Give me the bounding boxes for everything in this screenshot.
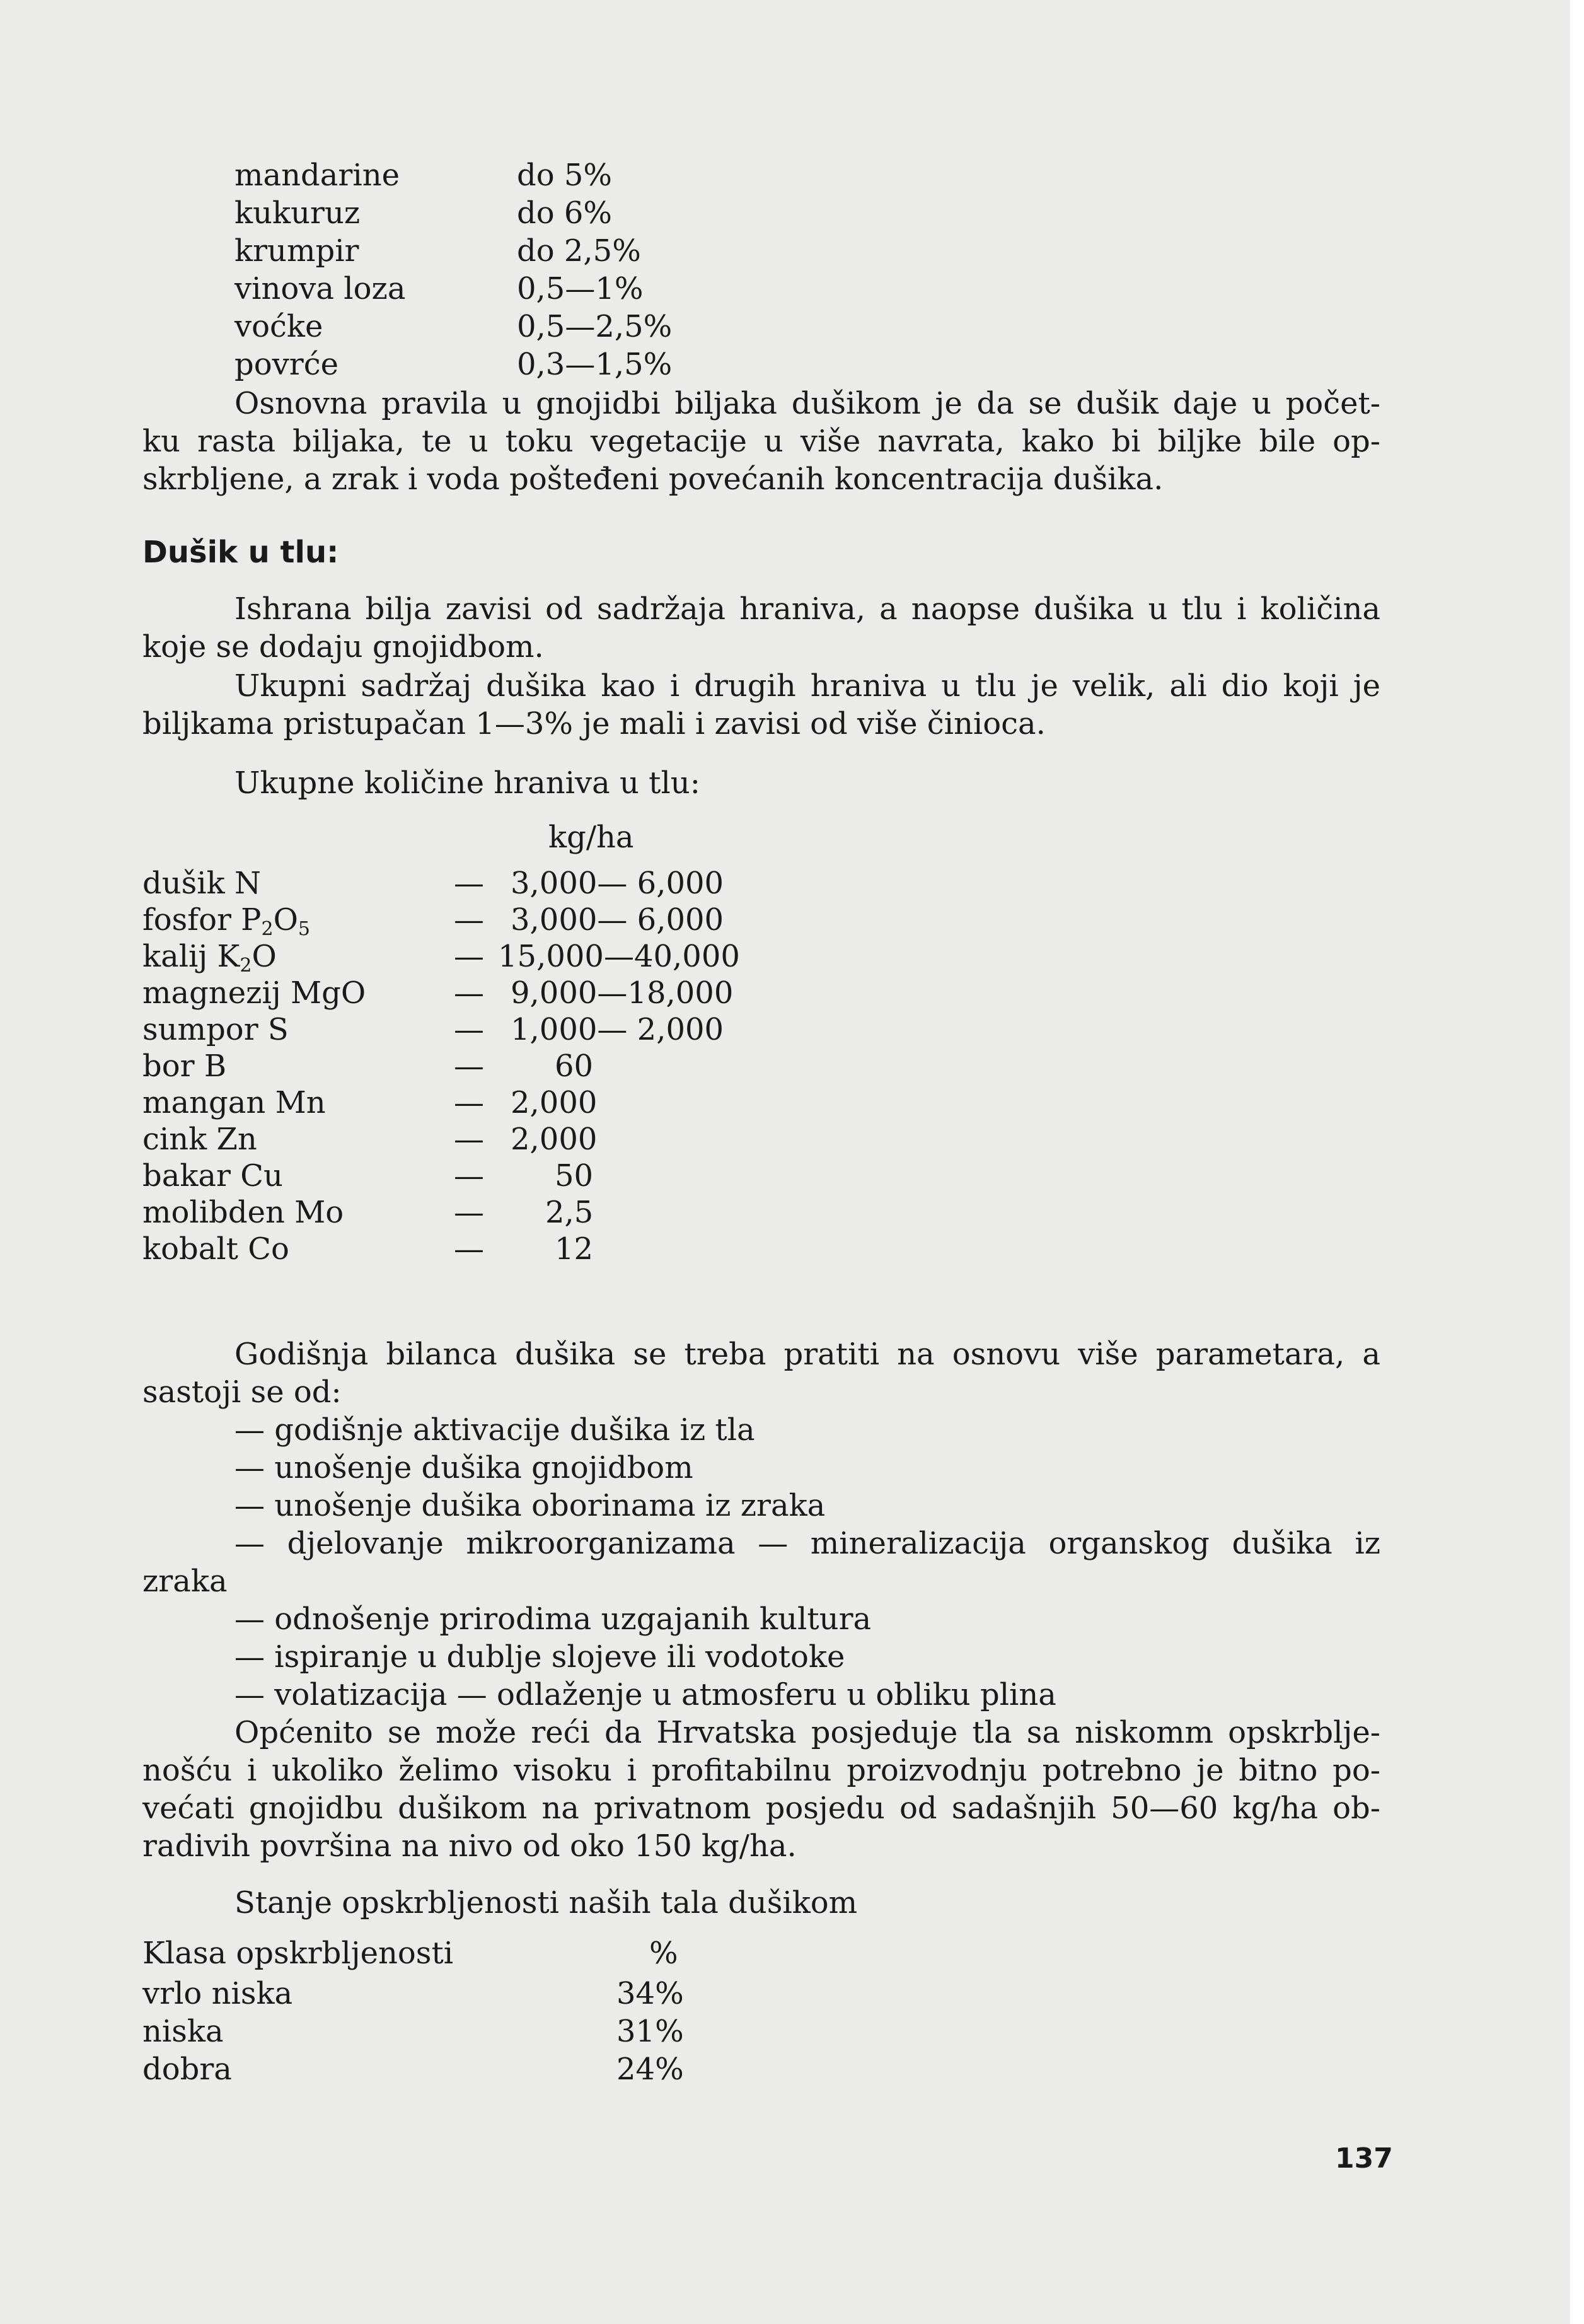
nutrient-dash: —	[454, 1231, 484, 1267]
nutrient-dash: —	[454, 975, 484, 1011]
list-item: — volatizacija — odlaženje u atmosferu u obliku plina	[234, 1677, 1056, 1712]
nutrient-value: 12	[555, 1231, 594, 1267]
list-item: — unošenje dušika oborinama iz zraka	[234, 1488, 826, 1523]
nutrients-unit: kg/ha	[548, 820, 634, 855]
crop-value: 0,3—1,5%	[517, 347, 673, 382]
nutrient-dash: —	[454, 902, 484, 938]
text-line: Ukupni sadržaj dušika kao i drugih hraniva u tlu je velik, ali dio koji je	[234, 668, 1380, 704]
nutrient-name: magnezij MgO	[142, 975, 366, 1011]
nutrient-name: fosfor $P_2O_5$	[142, 902, 311, 940]
crop-name: povrće	[234, 347, 338, 382]
nutrient-value: 60	[555, 1049, 594, 1084]
supply-class: niska	[142, 2014, 224, 2049]
nutrient-name: mangan Mn	[142, 1085, 326, 1120]
nutrient-name: kalij $K_2O$	[142, 939, 277, 977]
nutrient-value: 2,5	[545, 1195, 594, 1230]
list-item: — djelovanje mikroorganizama — mineralizacija organskog dušika iz	[234, 1526, 1380, 1561]
nutrient-value: 9,000—18,000	[511, 975, 734, 1011]
nutrient-name: cink Zn	[142, 1122, 257, 1157]
nutrient-name: bakar Cu	[142, 1158, 283, 1194]
text-line: sastoji se od:	[142, 1374, 342, 1410]
nutrient-dash: —	[454, 1122, 484, 1157]
list-item: — godišnje aktivacije dušika iz tla	[234, 1412, 755, 1448]
crop-value: 0,5—2,5%	[517, 309, 673, 344]
nutrient-dash: —	[454, 1049, 484, 1084]
nutrient-name: kobalt Co	[142, 1231, 289, 1267]
supply-value: 24%	[616, 2052, 684, 2087]
supply-title: Stanje opskrbljenosti naših tala dušikom	[234, 1885, 858, 1920]
crop-name: kukuruz	[234, 195, 361, 231]
crop-name: mandarine	[234, 158, 400, 193]
supply-header-unit: %	[649, 1936, 678, 1971]
crop-name: voćke	[234, 309, 323, 344]
list-item: — unošenje dušika gnojidbom	[234, 1450, 693, 1485]
nutrient-value: 3,000— 6,000	[511, 902, 724, 938]
crop-value: 0,5—1%	[517, 271, 644, 306]
nutrient-name: bor B	[142, 1049, 227, 1084]
nutrient-dash: —	[454, 1012, 484, 1047]
text-line: koje se dodaju gnojidbom.	[142, 629, 544, 665]
list-item: — odnošenje prirodima uzgajanih kultura	[234, 1601, 872, 1637]
text-line: ku rasta biljaka, te u toku vegetacije u više navrata, kako bi biljke bile op-	[142, 424, 1380, 459]
nutrient-dash: —	[454, 1158, 484, 1194]
nutrient-value: 2,000	[511, 1122, 598, 1157]
text-line: biljkama pristupačan 1—3% je mali i zavisi od više činioca.	[142, 706, 1046, 741]
text-line: nošću i ukoliko želimo visoku i profitabilnu proizvodnju potrebno je bitno po-	[142, 1753, 1380, 1788]
nutrient-value: 50	[555, 1158, 594, 1194]
text-line: Godišnja bilanca dušika se treba pratiti na osnovu više parametara, a	[234, 1337, 1380, 1372]
nutrient-name: dušik N	[142, 866, 261, 901]
page-number: 137	[1335, 2142, 1393, 2175]
nutrient-dash: —	[454, 1085, 484, 1120]
text-line: radivih površina na nivo od oko 150 kg/ha.	[142, 1828, 797, 1864]
text-line: zraka	[142, 1564, 228, 1599]
text-line: skrbljene, a zrak i voda pošteđeni povećanih koncentracija dušika.	[142, 462, 1164, 497]
supply-class: dobra	[142, 2052, 232, 2087]
nutrient-dash: —	[454, 866, 484, 901]
nutrient-value: 1,000— 2,000	[511, 1012, 724, 1047]
nutrient-value: 3,000— 6,000	[511, 866, 724, 901]
supply-class: vrlo niska	[142, 1976, 293, 2011]
nutrients-intro: Ukupne količine hraniva u tlu:	[234, 765, 700, 801]
nutrient-dash: —	[454, 1195, 484, 1230]
page-edge	[1570, 0, 1584, 2324]
crop-name: vinova loza	[234, 271, 406, 306]
crop-value: do 5%	[517, 158, 613, 193]
text-line: Općenito se može reći da Hrvatska posjeduje tla sa niskomm opskrblje-	[234, 1715, 1380, 1750]
supply-value: 31%	[616, 2014, 684, 2049]
supply-header-label: Klasa opskrbljenosti	[142, 1936, 454, 1971]
list-item: — ispiranje u dublje slojeve ili vodotoke	[234, 1639, 845, 1675]
text-line: većati gnojidbu dušikom na privatnom posjedu od sadašnjih 50—60 kg/ha ob-	[142, 1791, 1380, 1826]
crop-name: krumpir	[234, 233, 359, 269]
nutrient-dash: —	[454, 939, 484, 974]
section-heading: Dušik u tlu:	[142, 535, 339, 570]
text-line: Ishrana bilja zavisi od sadržaja hraniva, a naopse dušika u tlu i količina	[234, 591, 1380, 627]
crop-value: do 2,5%	[517, 233, 641, 269]
nutrient-value: 2,000	[511, 1085, 598, 1120]
nutrient-name: molibden Mo	[142, 1195, 344, 1230]
supply-value: 34%	[616, 1976, 684, 2011]
text-line: Osnovna pravila u gnojidbi biljaka dušikom je da se dušik daje u počet-	[234, 386, 1380, 421]
nutrient-value: 15,000—40,000	[498, 939, 740, 974]
nutrient-name: sumpor S	[142, 1012, 289, 1047]
crop-value: do 6%	[517, 195, 613, 231]
